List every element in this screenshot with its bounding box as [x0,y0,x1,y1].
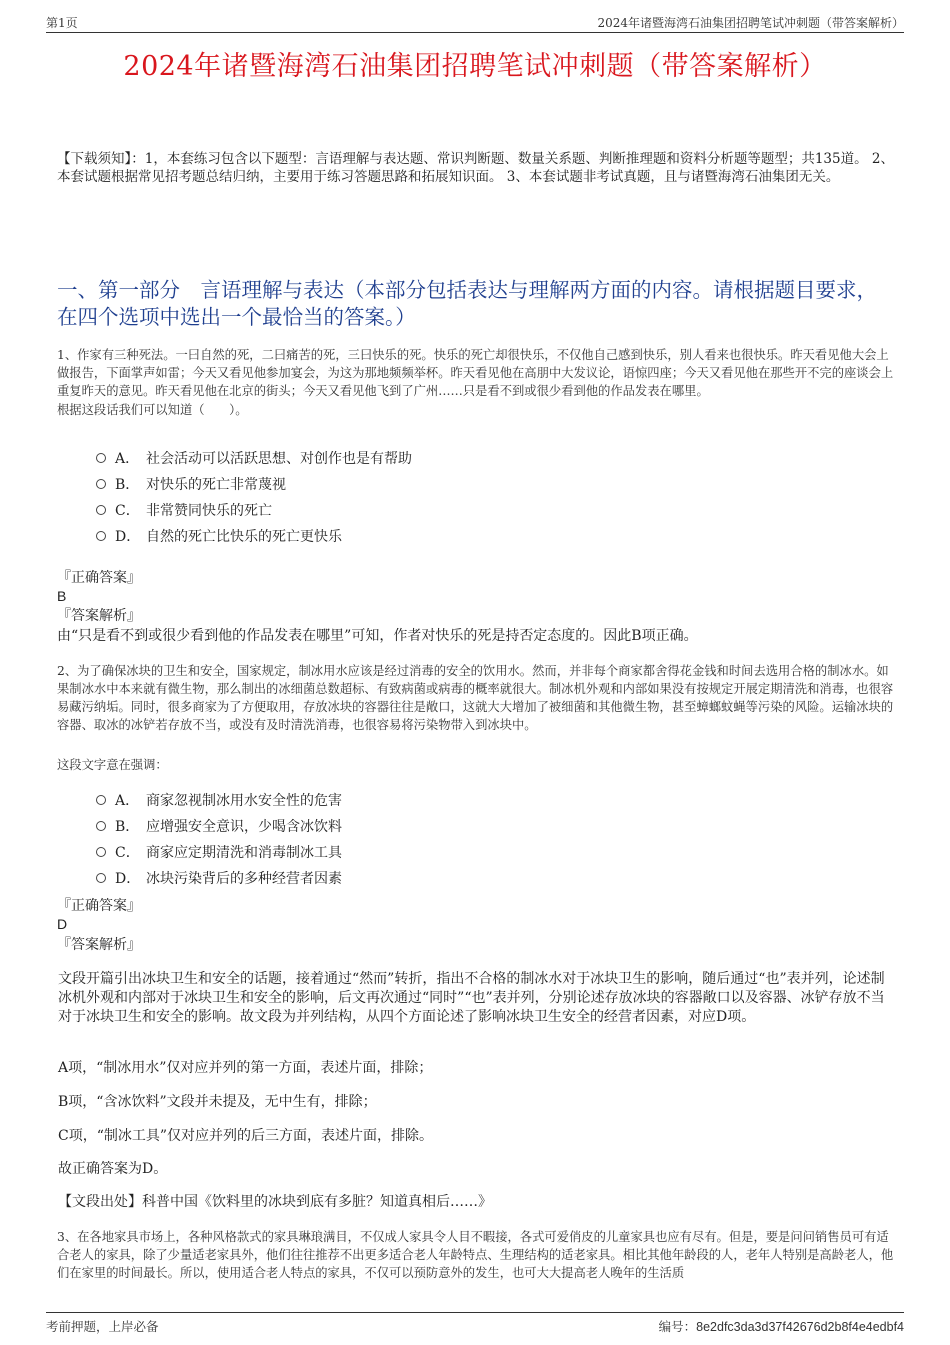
radio-icon[interactable] [96,453,106,463]
option-letter: C． [115,503,140,519]
q2-analysis-label: 『答案解析』 [57,937,141,953]
q2-analysis-main: 文段开篇引出冰块卫生和安全的话题，接着通过“然而”转折，指出不合格的制冰水对于冰块卫生的影响，随后通过“也”表并列，论述制冰机外观和内部对于冰块卫生和安全的影响，后文再次通过“同时”“也”表并列，分别论述存放冰块的容器敞口以及容器、冰铲存放不当对于冰块卫生和安全的影响。故文段为并列结构，从四个方面论述了影响冰块卫生安全的经营者因素，对应D项。 [58,971,885,1025]
option-text: 自然的死亡比快乐的死亡更快乐 [146,529,342,545]
page-number: 第1页 [46,16,78,30]
question-1-text [57,346,898,419]
question-3-stem: 3、在各地家具市场上，各种风格款式的家具琳琅满目，不仅成人家具令人目不暇接，各式可爱俏皮的儿童家具也应有尽有。但是，要是问问销售员可有适合老人的家具，除了少量适老家具外，他们往往推荐不出更多适合老人年龄特点、生理结构的适老家具。相比其他年龄段的人，老年人特别是高龄老人，他们在家里的时间最长。所以，使用适合老人特点的家具，不仅可以预防意外的发生，也可大大提高老人晚年的生活质 [57,1230,894,1280]
download-notice: 【下载须知】：1，本套练习包含以下题型：言语理解与表达题、常识判断题、数量关系题、判断推理题和资料分析题等题型；共135道。 2、本套试题根据常见招考题总结归纳，主要用于练习答题思路和拓展知识面。 3、本套试题非考试真题，且与诸暨海湾石油集团无关。 [57,151,894,185]
option-text: 商家应定期清洗和消毒制冰工具 [146,845,342,861]
document-title: 2024年诸暨海湾石油集团招聘笔试冲刺题（带答案解析） [123,51,827,82]
option-letter: B． [115,477,140,493]
q2-option-b[interactable] [96,814,890,840]
footer-serial [659,1317,904,1335]
serial-label: 编号： [658,1319,697,1334]
radio-icon[interactable] [96,873,106,883]
q1-option-c[interactable] [96,498,890,524]
question-1-options [96,446,890,550]
option-letter: A． [115,451,140,467]
option-text: 应增强安全意识，少喝含冰饮料 [146,819,342,835]
option-text: 社会活动可以活跃思想、对创作也是有帮助 [146,451,412,467]
page-header [46,10,904,33]
q1-answer-label: 『正确答案』 [57,570,141,586]
q1-answer: B [57,588,67,604]
option-text: 商家忽视制冰用水安全性的危害 [146,793,342,809]
q2-conclusion: 故正确答案为D。 [58,1161,168,1177]
serial-number: 8e2dfc3da3d37f42676d2b8f4e4edbf4 [696,1320,904,1334]
q1-analysis: 由“只是看不到或很少看到他的作品发表在哪里”可知，作者对快乐的死是持否定态度的。因此B项正确。 [57,628,698,644]
section-heading: 一、第一部分 言语理解与表达（本部分包括表达与理解两方面的内容。请根据题目要求，在四个选项中选出一个最恰当的答案。） [57,278,877,329]
radio-icon[interactable] [96,847,106,857]
page-footer [46,1312,904,1337]
option-letter: C． [115,845,140,861]
option-text: 对快乐的死亡非常蔑视 [146,477,286,493]
radio-icon[interactable] [96,795,106,805]
question-2-stem: 2、为了确保冰块的卫生和安全，国家规定，制冰用水应该是经过消毒的安全的饮用水。然而，并非每个商家都舍得花金钱和时间去选用合格的制冰水。如果制冰水中本来就有微生物，那么制出的冰细菌总数超标、有致病菌或病毒的概率就很大。制冰机外观和内部如果没有按规定开展定期清洗和消毒，也很容易藏污纳垢。同时，很多商家为了方便取用，存放冰块的容器往往是敞口，这就大大增加了被细菌和其他微生物，甚至蟑螂蚊蝇等污染的风险。运输冰块的容器、取冰的冰铲若存放不当，或没有及时清洗消毒，也很容易将污染物带入到冰块中。 [57,664,894,732]
question-2-options [96,788,890,892]
q2-option-d[interactable] [96,866,890,892]
question-1-prompt: 根据这段话我们可以知道（ ）。 [57,403,248,417]
q2-analysis-b: B项，“含冰饮料”文段并未提及，无中生有，排除； [58,1094,377,1110]
option-letter: B． [115,819,140,835]
q1-analysis-label: 『答案解析』 [57,608,141,624]
option-text: 冰块污染背后的多种经营者因素 [146,871,342,887]
q2-answer-label: 『正确答案』 [57,898,141,914]
option-letter: D． [115,871,141,887]
option-letter: A． [115,793,140,809]
q2-analysis-c: C项，“制冰工具”仅对应并列的后三方面，表述片面，排除。 [58,1128,434,1144]
q2-option-c[interactable] [96,840,890,866]
q1-option-d[interactable] [96,524,890,550]
q1-option-a[interactable] [96,446,890,472]
q1-option-b[interactable] [96,472,890,498]
question-1-stem: 1、作家有三种死法。一曰自然的死，二曰痛苦的死，三曰快乐的死。快乐的死亡却很快乐，不仅他自己感到快乐，别人看来也很快乐。昨天看见他大会上做报告，下面掌声如雷；今天又看见他参加宴会，为这为那地频频举杯。昨天看见他在高朋中大发议论，语惊四座；今天又看见他在那些开不完的座谈会上重复昨天的意见。昨天看见他在北京的街头；今天又看见他飞到了广州……只是看不到或很少看到他的作品发表在哪里。 [57,348,894,398]
footer-slogan: 考前押题，上岸必备 [46,1319,159,1334]
option-letter: D． [115,529,141,545]
q2-answer: D [57,916,68,932]
option-text: 非常赞同快乐的死亡 [146,503,272,519]
q2-option-a[interactable] [96,788,890,814]
q2-analysis-a: A项，“制冰用水”仅对应并列的第一方面，表述片面，排除； [58,1060,433,1076]
question-2-prompt: 这段文字意在强调： [57,758,168,772]
header-doc-title: 2024年诸暨海湾石油集团招聘笔试冲刺题（带答案解析） [597,16,904,30]
radio-icon[interactable] [96,505,106,515]
q2-source: 【文段出处】科普中国《饮料里的冰块到底有多脏？知道真相后……》 [58,1194,492,1210]
radio-icon[interactable] [96,479,106,489]
radio-icon[interactable] [96,531,106,541]
radio-icon[interactable] [96,821,106,831]
